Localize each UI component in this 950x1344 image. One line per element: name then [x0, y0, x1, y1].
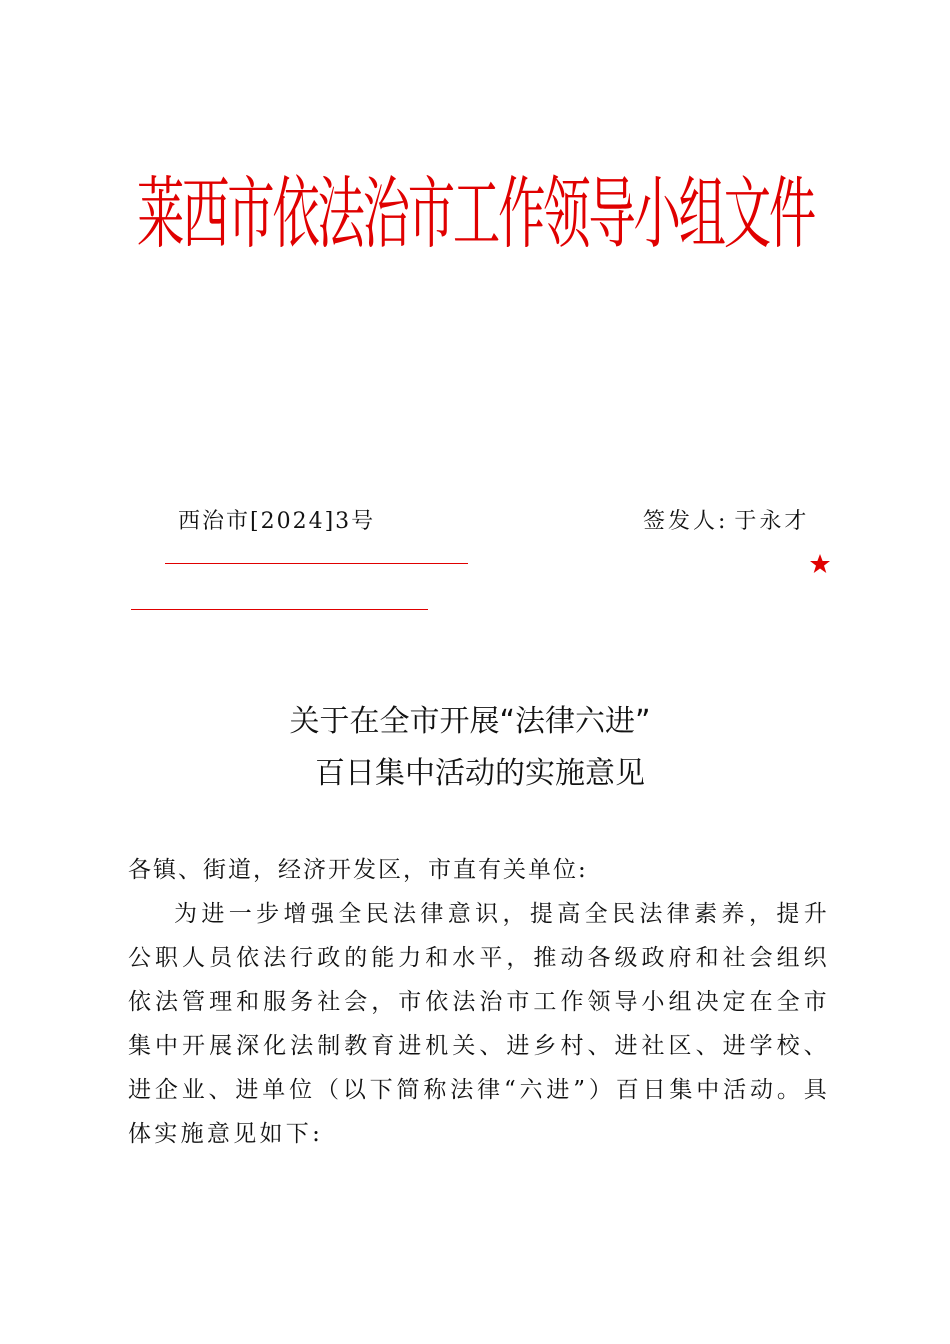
document-title-line-2: 百日集中活动的实施意见 — [315, 756, 645, 791]
signer-name: 于永才 — [734, 509, 810, 534]
body-paragraph: 为进一步增强全民法律意识，提高全民法律素养，提升公职人员依法行政的能力和水平，推动各级政府和社会组织依法管理和服务社会，市依法治市工作领导小组决定在全市集中开展深化法制教育进机关、进乡村、进社区、进学校、进企业、进单位（以下简称法律“六进”）百日集中活动。具体实施意见如下: — [128, 901, 830, 1147]
red-rule-lower — [131, 609, 428, 610]
signer — [643, 506, 809, 538]
document-title-line-1: 关于在全市开展“法律六进” — [289, 704, 651, 739]
letterhead-title — [0, 150, 950, 280]
document-body — [128, 848, 830, 1156]
signer-label: 签发人: — [643, 509, 729, 534]
salutation: 各镇、街道，经济开发区，市直有关单位: — [128, 857, 588, 883]
red-star-icon — [808, 552, 832, 576]
letterhead-text: 莱西市依法治市工作领导小组文件 — [136, 169, 814, 261]
document-number: 西治市[2024]3号 — [178, 509, 376, 534]
document-title — [0, 696, 950, 800]
red-rule-upper — [165, 563, 468, 564]
